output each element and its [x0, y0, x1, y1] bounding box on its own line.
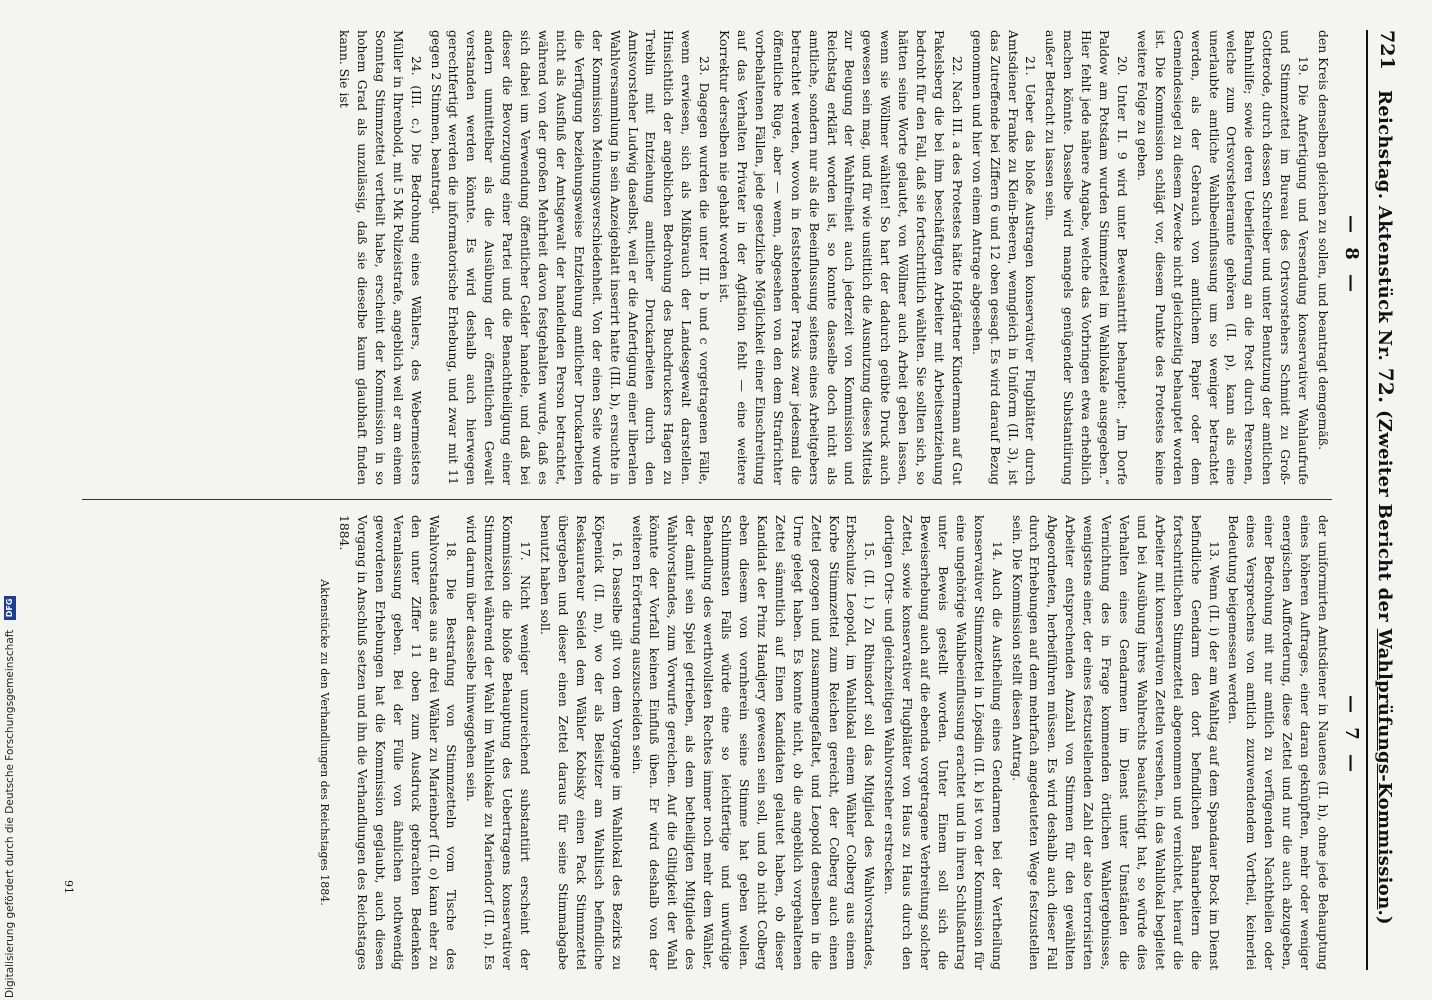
- title-reichstag: Reichstag.: [1374, 90, 1395, 200]
- paragraph-22: 22. Nach III. a des Protestes hätte Hofgärtner Kindermann auf Gut Pakelsberg die bei ihm beschäftigten Arbeiter mit Arbeitsentziehung bedroht für den Fall, daß sie fortschrittlich wählten. Sie sollten sich, so hätten seine Worte gelautet, von Wöllmer auch Arbeit geben lassen, wenn sie Wöllmer wählten! So hart der dadurch geübte Druck auch gewesen sein mag, und für wie unsittlich die Ausnutzung dieses Mittels zur Beugung der Wahlfreiheit auch jederzeit von Kommission und Reichstag erklärt worden ist, so konnte dasselbe doch nicht als amtliche, sondern nur als die Beeinflussung seitens eines Arbeitgebers betrachtet werden, wovon in feststehender Praxis zwar jedesmal die öffentliche Rüge, aber — wenn, abgesehen von den dem Strafrichter vorbehaltenen Fällen, jede gesetzliche Möglichkeit einer Einschreitung auf das Verhalten Privater in der Agitation fehlt — eine weitere Korrektur derselben nie gehabt worden ist.: [717, 30, 965, 485]
- right-text-column: [20, 515, 1332, 970]
- title-bericht: (Zweiter Bericht der: [1374, 409, 1395, 623]
- footer-note: Aktenstücke zu den Verhandlungen des Reichstages 1884.: [318, 579, 332, 906]
- paragraph-24: 24. (III. c.) Die Bedrohung eines Wählers, des Webermeisters Müller in Ihrenbold, mit 5 Mk Polizeistrafe, angeblich weil er am einem Sonntag Stimmzettel vertheilt habe, erscheint der Kommission in so hohem Grad als unzulässig, daß sie dieselbe kaum glaubhaft finden kann. Sie ist: [337, 30, 424, 485]
- paragraph-16: 16. Dasselbe gilt von dem Vorgange im Wahllokal des Bezirks zu Köpenick (II. m), wo der als Beisitzer am Wahltisch befindliche Reskaurateur Seidel dem Wähler Kobisky einen Pack Stimmzettel übergeben und dieser einen Zettel daraus für seine Stimmabgabe benutzt haben soll.: [538, 515, 625, 970]
- paragraph-14: 14. Auch die Austheilung eines Gendarmen bei der Vertheilung konservativer Stimmzettel in Löpsdin (II. k) ist von der Kommission für eine ungehörige Wahlbeeinflussung erachtet und in ihren Schlußantrag unter Beweis gestellt worden. Unter Einem soll sich die Beweiserhebung auch auf die ebenda vorgetragene Verbreitung solcher Zettel, sowie konservativer Flugblätter von Haus zu Haus durch den dortigen Orts- und gleichzeitigen Wahlvorsteher erstrecken.: [882, 515, 1005, 970]
- paragraph-21: 21. Ueber das bloße Austragen konservativer Flugblätter durch Amtsdiener Franke zu Klein-Beeren, wenngleich in Uniform (II. 3), ist das Zutreffende bei Ziffern 6 und 12 oben gesagt. Es wird darauf Bezug genommen und hier von einem Antrage abgesehen.: [969, 30, 1039, 485]
- left-text-column: [20, 30, 1332, 485]
- paragraph: den Kreis denselben gleichen zu sollen, und beantragt demgemäß.: [1316, 30, 1331, 451]
- paragraph-20: 20. Unter II. 9 wird unter Beweisantritt behauptet: „Im Dorfe Paldow am Potsdam wurden Stimmzettel im Wahllokale ausgegeben.“ Hier fehlt jede nähere Angabe, welche das Vorbringen etwa erheblich machen könnte. Dasselbe wird mangels genügender Substantiirung außer Betracht zu lassen sein.: [1043, 30, 1131, 485]
- column-divider: [82, 499, 1332, 500]
- paragraph-17: 17. Nicht weniger unzureichend substantiirt erscheint der Kommission die bloße Behauptung des Uebertragens konservativer Stimmzettel während der Wahl im Wahllokale zu Mariendorf (II. n). Es wird darum über dasselbe hinweggehen sein.: [464, 515, 534, 970]
- paragraph-15: 15. (II. l.) Zu Rhinsdorf soll das Mitglied des Wahlvorstandes, Erbschulze Leopold, im Wahllokal einem Wähler Colberg aus einem Korbe Stimmzettel zum Reichen gereicht, der Colberg auch einen Zettel gezogen und zusammengefaltet, und Leopold denselben in die Urne gelegt haben. Es konnte nicht, ob die angeblich vorgehaltenen Zettel sämmtlich auf Einen Kandidaten gelautet haben, ob dieser Kandidat der Prinz Handjery gewesen sein soll, und ob nicht Colberg eben diesem von vornherein seine Stimme hat geben wollen. Schlimmsten Falls würde eine so leichtfertige und unwürdige Behandlung des werthvollsten Rechtes immer noch mehr dem Wähler, der damit sein Spiel getrieben, als dem betheiligten Mitgliede des Wahlvorstandes, zum Vorwurfe gereichen. Auf die Giltigkeit der Wahl könnte der Vorfall keinen Einfluß üben. Er wird deshalb von der weiteren Erörterung auszuscheiden sein.: [629, 515, 878, 970]
- paragraph: der uniformirten Amtsdiener in Nauenes (II. h), ohne jede Behauptung eines höheren Auftrages, einer daran geknüpften, mehr oder weniger energischen Aufforderung, diese Zettel und nur die auch abzugeben, einer Bedrohung mit nur amtlich zu verfügenden Nachtheilen oder eines Versprechens von amtlich zuzuwendendem Vortheil, keinerlei Bedeutung beigemessen werden.: [1226, 515, 1331, 970]
- page-header: [1366, 30, 1402, 970]
- page-signature: 91: [62, 880, 75, 894]
- title-commission: Wahlprüfungs-Kommission: [1374, 628, 1395, 910]
- page-number-left: 721: [1376, 30, 1398, 70]
- column-page-marker-right: — 7 —: [1341, 695, 1362, 777]
- digitization-stamp: [2, 598, 18, 998]
- paragraph-23: 23. Dagegen wurden die unter III. b und c vorgetragenen Fälle, wenn erwiesen, sich als Mißbrauch der Landesgewalt darstellen. Hinsichtlich der angeblichen Bedrohung des Buchdruckers Hagen zu Treblin mit Entziehung amtlicher Druckarbeiten durch den Amtsvorsteher Ludwig daselbst, weil er die Anfertigung einer liberalen Wahlversammlung in sein Anzeigeblatt inserirt hatte (III. b), ersuchte in der Kommission Meinungsverschiedenheit. Von der einen Seite wurde die Verfügung beziehungsweise Entziehung amtlicher Druckarbeiten nicht als Ausfluß der Amtsgewalt der handelnden Person betrachtet, während von der großen Mehrheit davon festgehalten wurde, daß es sich dabei um Verwendung öffentlicher Gelder handele, und daß bei dieser die Bevorzugung einer Partei und die Benachtheiligung einer andern unmittelbar als die Ausübung der öffentlichen Gewalt verstanden werden könnte. Es wird deshalb auch hierwegen gerechtfertigt werden die informatorische Erhebung, und zwar mit 11 gegen 2 Stimmen, beantragt.: [428, 30, 713, 485]
- paragraph-19: 19. Die Anfertigung und Versendung konservativer Wahlaufrufe und Stimmzettel im Bureau des Ortsvorstehers Schmidt zu Groß-Gotterode, durch dessen Schreiber und unter Benutzung der amtlichen Bahnhilfe; sowie deren Ueberlieferung an die Post durch Personen, welche zum Ortsvorsteheramte gehören (II. p), kann als eine unerlaubte amtliche Wahlbeeinflussung um so weniger betrachtet werden, als der Gebrauch von amtlichem Papier oder dem Gemeindesiegel zu diesem Zwecke nicht gleichzeitig behauptet worden ist. Die Kommission schlägt vor, diesem Punkte des Protestes keine weitere Folge zu geben.: [1134, 30, 1312, 485]
- stamp-text: Digitalisierung gefördert durch die Deutsche Forschungsgemeinschaft: [4, 629, 16, 998]
- dfg-logo-icon: DFG: [4, 596, 16, 621]
- paragraph-13: 13. Wenn (II. i) der am Wahltag auf dem Spandauer Bock im Dienst befindliche Gendarm den dort befindlichen Bahnarbeitern die fortschrittlichen Stimmzettel abgenommen und vernichtet, hierauf die Arbeiter mit konservativen Zetteln versehen, in das Wahllokal begleitet und bei Ausübung ihres Wahlrechts beaufsichtigt hat, so würde dies Verhalten eines Gendarmen im Dienst unter Umständen die Vernichtung des in Frage kommenden örtlichen Wahlergebnisses, wenigstens einer, der eines festzustellenden Zahl der also terrorisirten Arbeiter entsprechenden Anzahl von Stimmen für den gewählten Abgeordneten, herbeiführen müssen. Es wird deshalb auch dieser Fall durch Erhebungen auf dem mehrfach angedeuteten Wege festzustellen sein. Die Kommission stellt diesen Antrag.: [1009, 515, 1222, 970]
- title-end: .): [1374, 909, 1395, 925]
- title-aktenstueck: Aktenstück Nr.: [1374, 205, 1395, 362]
- paragraph-18: 18. Die Bestrafung von Stimmzetteln vom Tische des Wahlvorstandes aus an drei Wähler zu Marienborf (II. o) kann eher zu den unter Ziffer 11 oben zum Ausdruck gebrachten Bedenken Veranlassung geben. Bei der Fülle von ähnlichen nothwendig gewordenen Erhebungen hat die Kommission geglaubt, auch diesen Vorgang in Anschluß setzen und ihn die Verhandlungen des Reichstages 1884.: [337, 515, 460, 970]
- title-number: 72.: [1374, 367, 1398, 404]
- running-title: [1374, 90, 1398, 925]
- column-page-marker-left: — 8 —: [1341, 215, 1362, 297]
